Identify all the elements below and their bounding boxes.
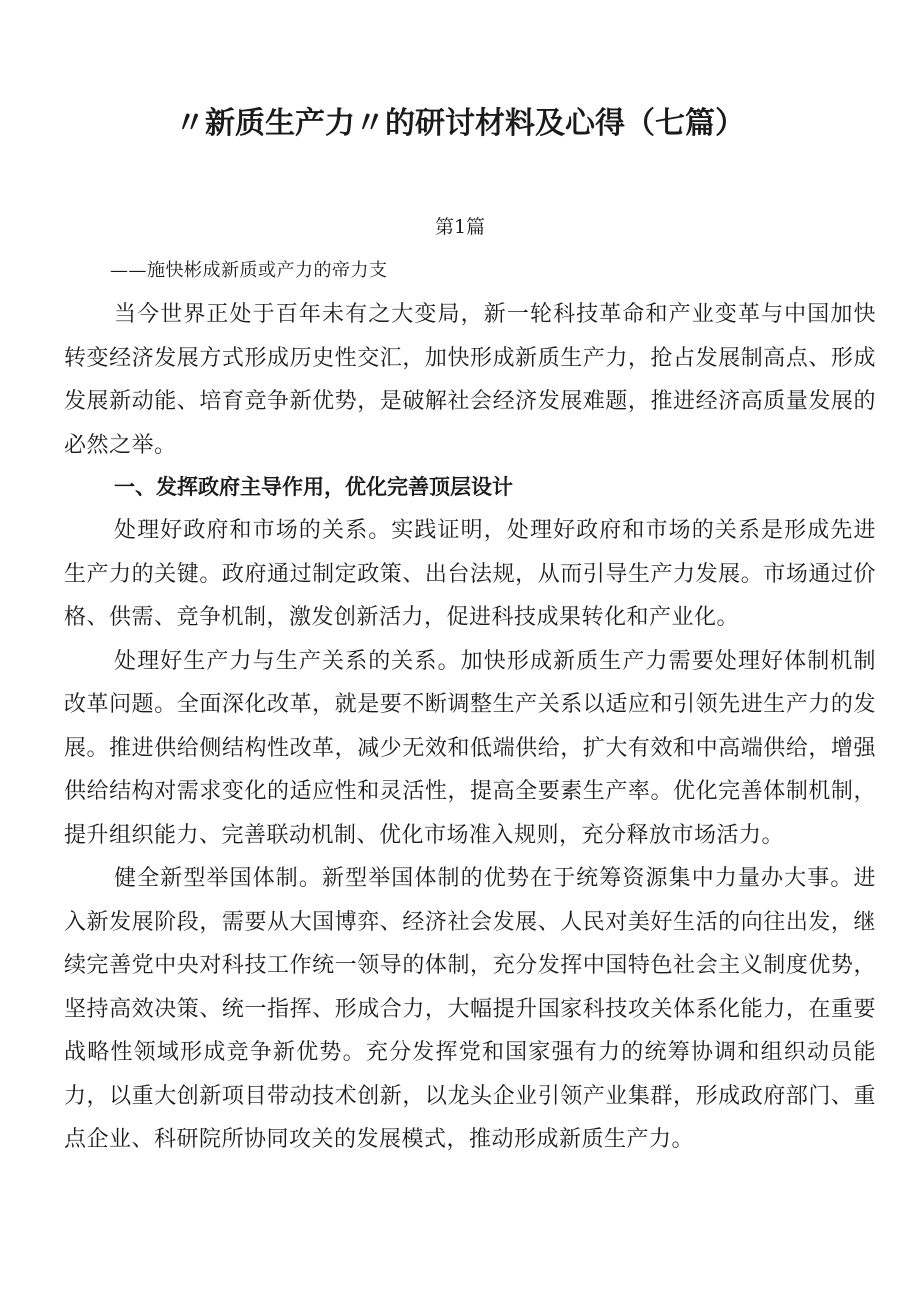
chapter-subtitle: ——施快彬成新质或产力的帝力支 bbox=[110, 260, 388, 281]
intro-block bbox=[64, 293, 876, 467]
section-one-body bbox=[64, 509, 876, 1162]
document-title: 〃新质生产力〃的研讨材料及心得（七篇） bbox=[175, 106, 745, 141]
paragraph-national-system: 健全新型举国体制。新型举国体制的优势在于统筹资源集中力量办大事。进入新发展阶段，需要从大国博弈、经济社会发展、人民对美好生活的向往出发，继续完善党中央对科技工作统一领导的体制，充分发挥中国特色社会主义制度优势，坚持高效决策、统一指挥、形成合力，大幅提升国家科技攻关体系化能力，在重要战略性领域形成竞争新优势。充分发挥党和国家强有力的统筹协调和组织动员能力，以重大创新项目带动技术创新，以龙头企业引领产业集群，形成政府部门、重点企业、科研院所协同攻关的发展模式，推动形成新质生产力。 bbox=[64, 866, 876, 1152]
paragraph-government-market: 处理好政府和市场的关系。实践证明，处理好政府和市场的关系是形成先进生产力的关键。政府通过制定政策、出台法规，从而引导生产力发展。市场通过价格、供需、竞争机制，激发创新活力，促进科技成果转化和产业化。 bbox=[64, 518, 876, 630]
paragraph-intro: 当今世界正处于百年未有之大变局，新一轮科技革命和产业变革与中国加快转变经济发展方式形成历史性交汇，加快形成新质生产力，抢占发展制高点、形成发展新动能、培育竞争新优势，是破解社会经济发展难题，推进经济高质量发展的必然之举。 bbox=[64, 302, 876, 458]
section-one-heading-block bbox=[64, 466, 876, 510]
chapter-label: 第1篇 bbox=[434, 216, 486, 238]
paragraph-productivity-relations: 处理好生产力与生产关系的关系。加快形成新质生产力需要处理好体制机制改革问题。全面深化改革，就是要不断调整生产关系以适应和引领先进生产力的发展。推进供给侧结构性改革，减少无效和低端供给，扩大有效和中高端供给，增强供给结构对需求变化的适应性和灵活性，提高全要素生产率。优化完善体制机制，提升组织能力、完善联动机制、优化市场准入规则，充分释放市场活力。 bbox=[64, 648, 876, 848]
section-heading: 一、发挥政府主导作用，优化完善顶层设计 bbox=[114, 475, 513, 499]
